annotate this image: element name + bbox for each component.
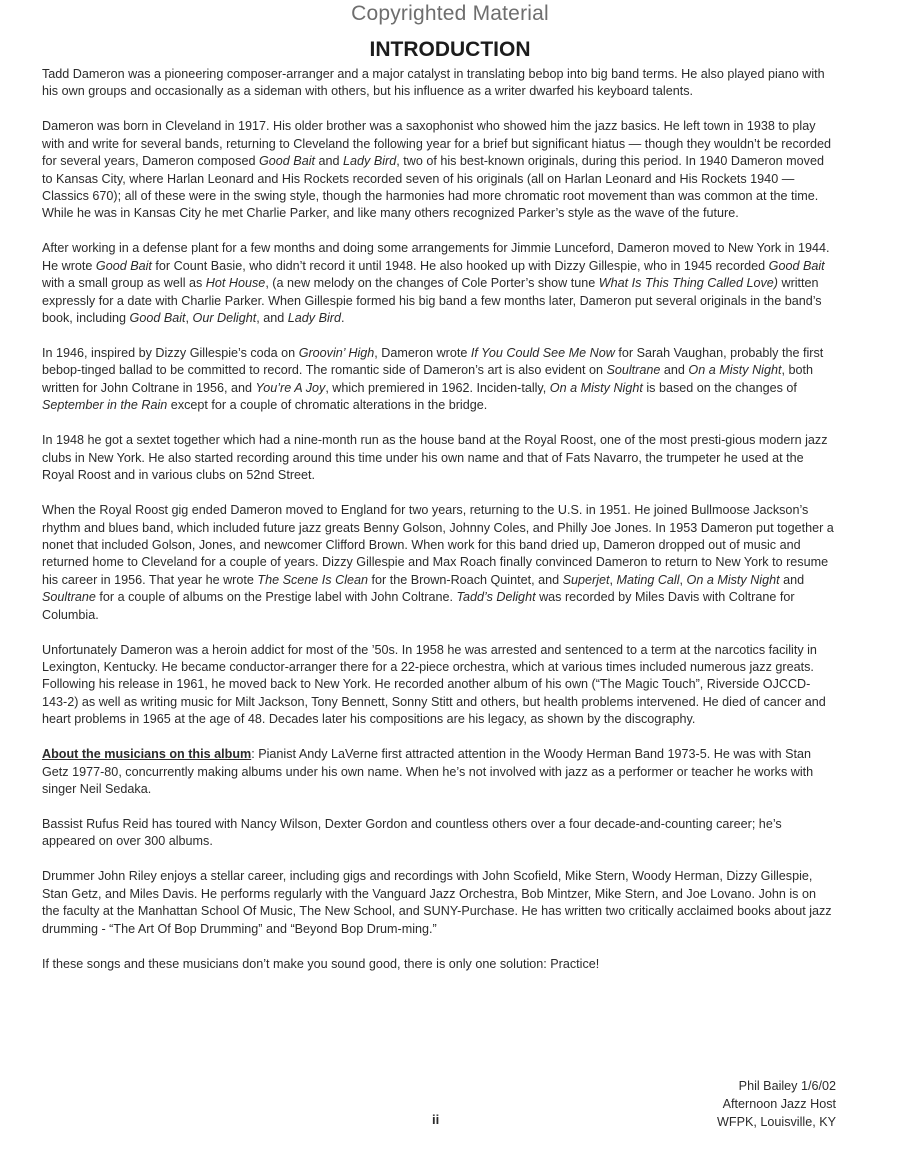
- text-run: , two of his best-known originals, during this period. In 1940 Dameron moved to Kansas City, where Harlan Leonard and His Rockets recorded seven of his originals (all on Harlan Leonard and His Rockets 1940 — Classics 670); all of these were in the swing style, though the harmonies had more chromatic root movement than was common at the time. While he was in Kansas City he met Charlie Parker, and like many others recognized Parker’s style as the wave of the future.: [42, 154, 824, 221]
- paragraph: [42, 118, 834, 222]
- text-run: When the Royal Roost gig ended Dameron moved to England for two years, returning to the U.S. in 1951. He joined Bullmoose Jackson’s rhythm and blues band, which included future jazz greats Benny Golson, Johnny Coles, and Philly Joe Jones. In 1953 Dameron put together a nonet that included Golson, Jones, and newcomer Clifford Brown. When work for this band dried up, Dameron dropped out of music and returned home to Cleveland for a couple of years. Dizzy Gillespie and Max Roach finally convinced Dameron to return to New York to resume his career in 1956. That year he wrote: [42, 503, 834, 587]
- text-run: , Dameron wrote: [374, 346, 471, 361]
- title-reference: Mating Call: [616, 572, 680, 587]
- paragraph: [42, 432, 834, 484]
- text-run: Drummer John Riley enjoys a stellar career, including gigs and recordings with John Scofield, Mike Stern, Woody Herman, Dizzy Gillespie, Stan Getz, and Miles Davis. He performs regularly with the Vanguard Jazz Orchestra, Bob Mintzer, Mike Stern, and Joe Lovano. John is on the faculty at the Manhattan School Of Music, The New School, and SUNY-Purchase. He has written two critically acclaimed books about jazz drumming - “The Art Of Bop Drumming” and “Beyond Bop Drum-ming.”: [42, 869, 832, 936]
- title-reference: You’re A Joy: [255, 380, 326, 395]
- title-reference: Groovin’ High: [298, 346, 375, 361]
- paragraph: [42, 868, 834, 938]
- title-reference: If You Could See Me Now: [470, 346, 615, 361]
- title-reference: Tadd’s Delight: [456, 590, 536, 605]
- text-run: written expressly for a date with Charlie Parker. When Gillespie formed his big band a few months later, Dameron put several originals in the band’s book, including: [42, 276, 822, 326]
- paragraph: [42, 66, 834, 101]
- text-run: was recorded by Miles Davis with Coltrane for Columbia.: [42, 590, 795, 622]
- paragraph: [42, 956, 834, 973]
- text-run: .: [340, 311, 345, 326]
- text-run: After working in a defense plant for a few months and doing some arrangements for Jimmie Lunceford, Dameron moved to New York in 1944. He wrote: [42, 241, 830, 273]
- signature-station: WFPK, Louisville, KY: [717, 1115, 836, 1129]
- signature-role: Afternoon Jazz Host: [722, 1097, 836, 1111]
- text-run: ,: [679, 572, 687, 587]
- text-run: : Pianist Andy LaVerne first attracted attention in the Woody Herman Band 1973-5. He was with Stan Getz 1977-80, concurrently making albums under his own name. When he’s not involved with jazz as a performer or teacher he works with singer Neil Sedaka.: [42, 747, 814, 796]
- text-run: and: [660, 363, 689, 378]
- paragraph: [42, 642, 834, 729]
- text-run: Bassist Rufus Reid has toured with Nancy Wilson, Dexter Gordon and countless others over a four decade-and-counting career; he’s appeared on over 300 albums.: [42, 816, 782, 849]
- text-run: is based on the changes of: [642, 380, 797, 395]
- page-number: ii: [432, 1112, 440, 1127]
- title-reference: September in the Rain: [42, 398, 168, 413]
- paragraph: [42, 345, 834, 415]
- signature-name-date: Phil Bailey 1/6/02: [738, 1079, 836, 1093]
- signature-block: [717, 1077, 836, 1131]
- paragraph: [42, 746, 834, 798]
- title-reference: Superjet: [562, 572, 610, 587]
- title-reference: Soultrane: [606, 363, 661, 378]
- text-run: for the Brown-Roach Quintet, and: [368, 572, 563, 587]
- title-reference: The Scene Is Clean: [257, 572, 368, 587]
- text-run: except for a couple of chromatic alterations in the bridge.: [167, 398, 488, 413]
- title-reference: Good Bait: [95, 258, 152, 273]
- text-run: for Count Basie, who didn’t record it until 1948. He also hooked up with Dizzy Gillespie, who in 1945 recorded: [151, 258, 769, 273]
- text-run: , (a new melody on the changes of Cole Porter’s show tune: [265, 276, 599, 291]
- page-title: INTRODUCTION: [369, 38, 531, 61]
- text-run: , both written for John Coltrane in 1956, and: [42, 363, 814, 395]
- paragraph: [42, 816, 834, 851]
- text-run: Unfortunately Dameron was a heroin addict for most of the ’50s. In 1958 he was arrested and sentenced to a term at the narcotics facility in Lexington, Kentucky. He became conductor-arranger there for a 22-piece orchestra, which at various times included numerous jazz greats. Following his release in 1961, he moved back to New York. He recorded another album of his own (“The Magic Touch”, Riverside OJCCD-143-2) as well as writing music for Milt Jackson, Tony Bennett, Sonny Stitt and others, but health problems intervened. He died of cancer and heart problems in 1965 at the age of 48. Decades later his compositions are his legacy, as shown by the discography.: [42, 642, 826, 727]
- text-run: and: [315, 154, 344, 169]
- title-reference: Good Bait: [258, 154, 315, 169]
- text-run: ,: [609, 572, 617, 587]
- title-reference: Good Bait: [129, 311, 186, 326]
- text-run: In 1946, inspired by Dizzy Gillespie’s coda on: [42, 346, 299, 361]
- text-run: If these songs and these musicians don’t make you sound good, there is only one solution: Practice!: [42, 956, 600, 971]
- text-run: , and: [256, 311, 288, 326]
- title-reference: Lady Bird: [287, 311, 341, 326]
- paragraph: [42, 502, 834, 624]
- title-reference: What Is This Thing Called Love): [598, 276, 778, 291]
- paragraph: [42, 240, 834, 327]
- title-reference: Lady Bird: [343, 154, 397, 169]
- text-run: , which premiered in 1962. Inciden-tally,: [325, 380, 550, 395]
- title-reference: On a Misty Night: [688, 363, 782, 378]
- title-reference: Soultrane: [42, 590, 96, 605]
- text-run: ,: [185, 311, 193, 326]
- title-reference: Hot House: [205, 276, 266, 291]
- title-reference: On a Misty Night: [549, 380, 643, 395]
- body-text: [42, 66, 834, 991]
- text-run: for a couple of albums on the Prestige label with John Coltrane.: [95, 590, 457, 605]
- text-run: Tadd Dameron was a pioneering composer-arranger and a major catalyst in translating bebop into big band terms. He also played piano with his own groups and occasionally as a sideman with others, but his influence as a writer dwarfed his keyboard talents.: [42, 67, 825, 99]
- text-run: Dameron was born in Cleveland in 1917. His older brother was a saxophonist who showed him the jazz basics. He left town in 1938 to play with and write for several bands, returning to Cleveland the following year for a brief but significant hiatus — though they wouldn’t be recorded for several years, Dameron composed: [42, 119, 831, 169]
- text-run: for Sarah Vaughan, probably the first bebop-tinged ballad to be committed to record. The romantic side of Dameron’s art is also evident on: [42, 346, 824, 378]
- copyright-watermark: Copyrighted Material: [351, 2, 549, 25]
- text-run: and: [779, 572, 805, 587]
- title-reference: On a Misty Night: [686, 572, 780, 587]
- title-reference: Our Delight: [192, 311, 257, 326]
- text-run: In 1948 he got a sextet together which had a nine-month run as the house band at the Royal Roost, one of the most presti-gious modern jazz clubs in New York. He also started recording around this time under his own name and that of Fats Navarro, the trumpeter he used at the Royal Roost and in various clubs on 52nd Street.: [42, 433, 828, 483]
- title-reference: Good Bait: [768, 258, 825, 273]
- section-heading: About the musicians on this album: [42, 747, 252, 762]
- text-run: with a small group as well as: [42, 276, 206, 291]
